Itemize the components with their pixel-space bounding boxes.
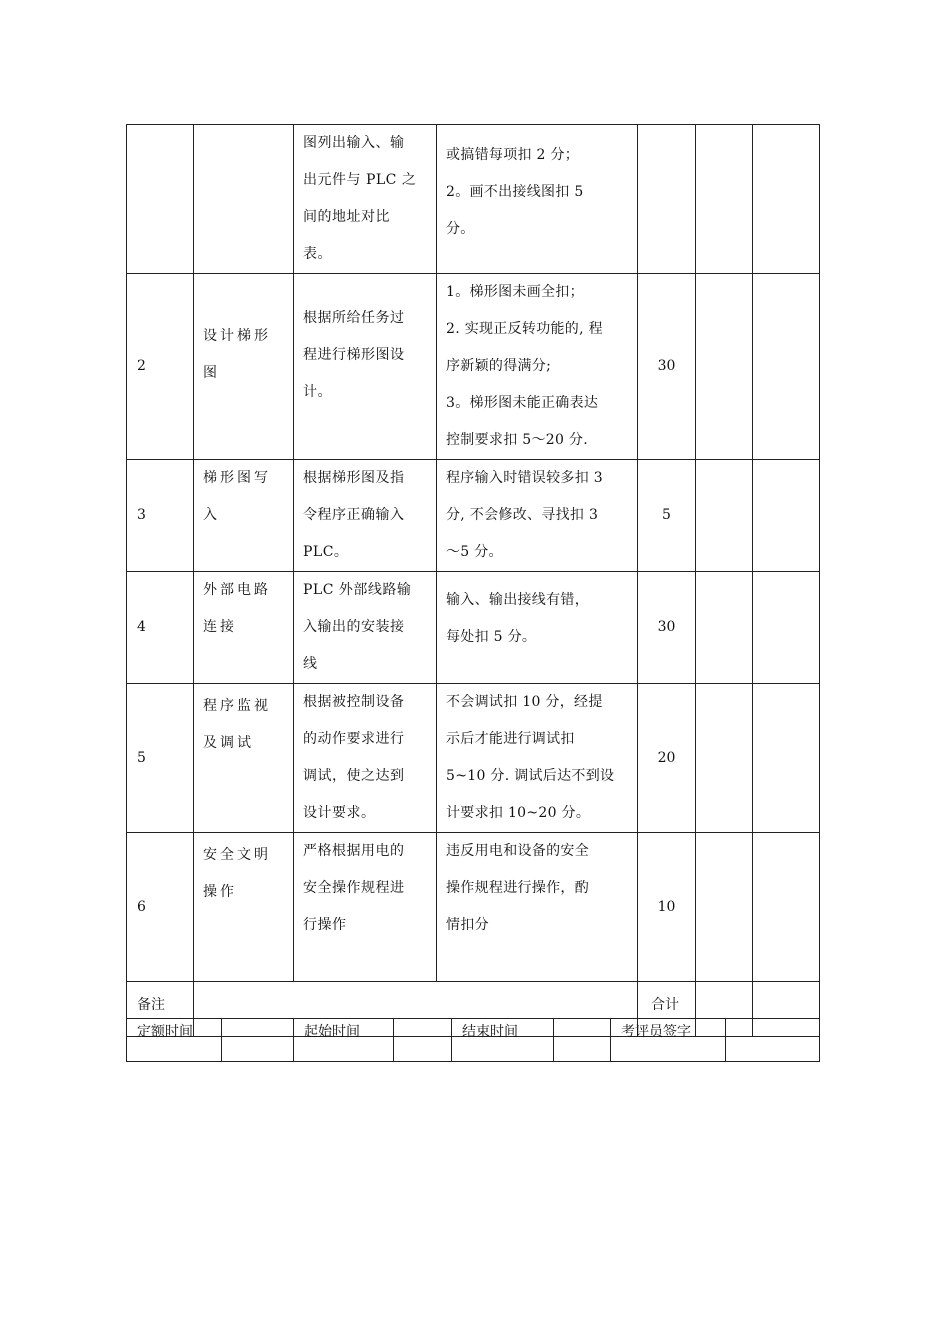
criteria-line: 或搞错每项扣 2 分； [446, 147, 580, 163]
criteria-line: ～5 分。 [446, 544, 503, 560]
requirement-line: 根据被控制设备 [303, 694, 405, 710]
item-number [127, 833, 194, 982]
item-requirement [294, 460, 437, 572]
table-row [127, 684, 820, 833]
item-score [638, 572, 696, 684]
result-cell [753, 572, 820, 684]
item-name-line: 入 [203, 507, 220, 523]
criteria-line: 2。画不出接线图扣 5 [446, 184, 584, 200]
item-criteria [437, 572, 638, 684]
requirement-line: PLC 外部线路输 [303, 582, 412, 598]
end-time-value [554, 1019, 611, 1062]
table-row [127, 274, 820, 460]
requirement-line: 计。 [303, 384, 332, 400]
item-score [638, 274, 696, 460]
item-criteria [437, 125, 638, 274]
item-name-line: 设计梯形 [203, 328, 271, 344]
footer-row [127, 1019, 820, 1062]
scoring-rows [127, 125, 820, 982]
item-score [638, 833, 696, 982]
result-cell [753, 460, 820, 572]
quota-time-value [222, 1019, 294, 1062]
deduction-cell [696, 274, 753, 460]
item-name-line: 图 [203, 365, 220, 381]
examiner-sign-label: 考评员签字 [611, 1019, 726, 1062]
criteria-line: 1。梯形图未画全扣； [446, 284, 584, 300]
item-score-text: 30 [657, 358, 676, 374]
item-name-line: 梯形图写 [203, 470, 271, 486]
item-number [127, 460, 194, 572]
requirement-line: 行操作 [303, 917, 347, 933]
table-row [127, 125, 820, 274]
deduction-cell [696, 460, 753, 572]
item-number [127, 274, 194, 460]
criteria-line: 分, 不会修改、寻找扣 3 [446, 507, 599, 523]
requirement-line: 调试，使之达到 [303, 768, 405, 784]
criteria-line: 输入、输出接线有错， [446, 592, 589, 608]
criteria-line: 违反用电和设备的安全 [446, 843, 589, 859]
criteria-line: 分。 [446, 221, 475, 237]
item-requirement [294, 274, 437, 460]
criteria-line: 程序输入时错误较多扣 3 [446, 470, 603, 486]
deduction-cell [696, 684, 753, 833]
item-score-text: 5 [662, 507, 671, 523]
item-requirement [294, 125, 437, 274]
criteria-line: 控制要求扣 5～20 分. [446, 432, 588, 448]
criteria-line: 不会调试扣 10 分，经提 [446, 694, 603, 710]
requirement-line: 设计要求。 [303, 805, 376, 821]
criteria-line: 3。梯形图未能正确表达 [446, 395, 599, 411]
scoring-table [126, 124, 820, 1037]
item-number-text: 6 [137, 898, 146, 915]
item-criteria [437, 460, 638, 572]
start-time-label: 起始时间 [294, 1019, 394, 1062]
item-score [638, 684, 696, 833]
table-row [127, 833, 820, 982]
table-row [127, 572, 820, 684]
deduction-cell [696, 125, 753, 274]
criteria-line: 情扣分 [446, 917, 489, 933]
deduction-cell [696, 572, 753, 684]
criteria-line: 序新颖的得满分; [446, 358, 552, 374]
item-name [194, 460, 294, 572]
examiner-sign-value [726, 1019, 820, 1062]
requirement-line: 安全操作规程进 [303, 880, 405, 896]
requirement-line: 的动作要求进行 [303, 731, 405, 747]
criteria-line: 5~10 分. 调试后达不到设 [446, 768, 615, 784]
item-name [194, 684, 294, 833]
item-number-text: 2 [137, 358, 146, 374]
item-name-line: 操作 [203, 884, 237, 900]
result-cell [753, 833, 820, 982]
requirement-line: PLC。 [303, 544, 349, 560]
item-name-line: 外部电路 [203, 582, 271, 598]
requirement-line: 间的地址对比 [303, 209, 390, 225]
item-requirement [294, 572, 437, 684]
item-number-text: 3 [137, 507, 146, 523]
requirement-line: 程进行梯形图设 [303, 347, 405, 363]
item-criteria [437, 274, 638, 460]
requirement-line: 严格根据用电的 [303, 843, 405, 859]
item-score-text: 10 [657, 898, 676, 915]
remarks-label: 备注 [127, 982, 194, 1037]
requirement-line: 出元件与 PLC 之 [303, 172, 417, 188]
item-name-line: 连接 [203, 619, 237, 635]
criteria-line: 每处扣 5 分。 [446, 629, 537, 645]
requirement-line: 令程序正确输入 [303, 507, 405, 523]
result-cell [753, 125, 820, 274]
end-time-label: 结束时间 [452, 1019, 554, 1062]
criteria-line: 操作规程进行操作，酌 [446, 880, 589, 896]
deduction-cell [696, 833, 753, 982]
item-requirement [294, 684, 437, 833]
item-number-text: 4 [137, 619, 146, 635]
item-name [194, 833, 294, 982]
table-row [127, 460, 820, 572]
criteria-line: 示后才能进行调试扣 [446, 731, 575, 747]
requirement-line: 线 [303, 656, 318, 672]
item-score [638, 460, 696, 572]
item-number [127, 125, 194, 274]
item-score-text: 20 [657, 749, 676, 766]
item-score-text: 30 [657, 619, 676, 635]
item-number-text: 5 [137, 749, 146, 766]
item-name [194, 274, 294, 460]
item-requirement [294, 833, 437, 982]
criteria-line: 计要求扣 10~20 分。 [446, 805, 591, 821]
result-cell [753, 274, 820, 460]
item-criteria [437, 833, 638, 982]
total-label: 合计 [638, 982, 696, 1037]
item-number [127, 572, 194, 684]
footer-table [126, 1018, 820, 1062]
item-name [194, 125, 294, 274]
start-time-value [394, 1019, 452, 1062]
result-cell [753, 684, 820, 833]
requirement-line: 入输出的安装接 [303, 619, 405, 635]
item-score [638, 125, 696, 274]
item-name-line: 程序监视 [203, 698, 271, 714]
requirement-line: 根据梯形图及指 [303, 470, 405, 486]
item-criteria [437, 684, 638, 833]
item-name [194, 572, 294, 684]
item-number [127, 684, 194, 833]
criteria-line: 2. 实现正反转功能的, 程 [446, 321, 603, 337]
quota-time-label: 定额时间 [127, 1019, 222, 1062]
item-name-line: 安全文明 [203, 847, 271, 863]
requirement-line: 表。 [303, 246, 332, 262]
item-name-line: 及调试 [203, 735, 254, 751]
requirement-line: 图列出输入、输 [303, 135, 405, 151]
requirement-line: 根据所给任务过 [303, 310, 405, 326]
